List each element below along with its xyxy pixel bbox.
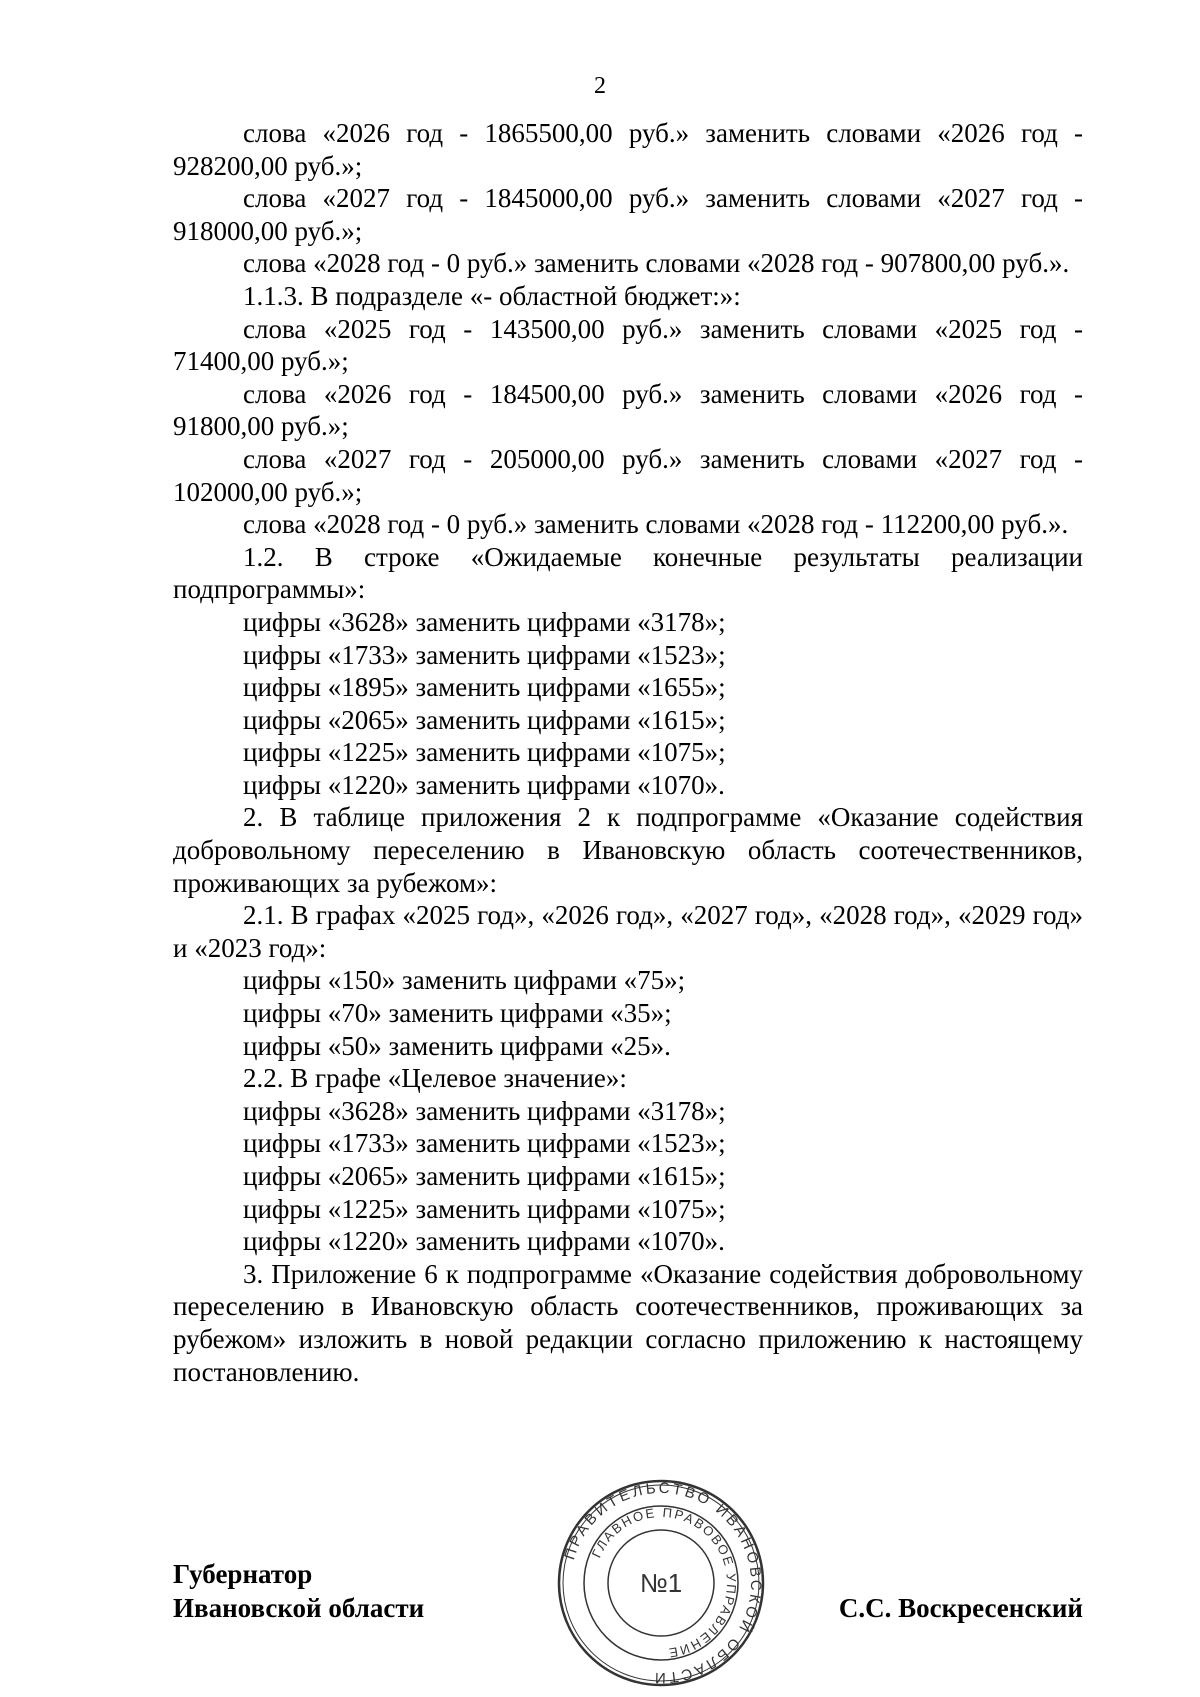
list-item: цифры «3628» заменить цифрами «3178»;: [243, 606, 726, 637]
paragraph: 1.1.3. В подразделе «- областной бюджет:»:: [243, 280, 741, 311]
list-item: цифры «1220» заменить цифрами «1070».: [243, 1226, 725, 1257]
list-item: цифры «1225» заменить цифрами «1075»;: [243, 737, 726, 768]
list-item: цифры «1220» заменить цифрами «1070».: [243, 769, 725, 800]
stamp-outer-text: ПРАВИТЕЛЬСТВО ИВАНОВСКОЙ ОБЛАСТИ: [561, 1479, 765, 1687]
paragraph: 2.1. В графах «2025 год», «2026 год», «2027 год», «2028 год», «2029 год» и «2023 год»:: [173, 900, 1083, 963]
signature-title-line2: Ивановской области: [173, 1593, 425, 1623]
signature-name: С.С. Воскресенский: [838, 1593, 1083, 1623]
paragraph: слова «2027 год - 205000,00 руб.» заменить словами «2027 год - 102000,00 руб.»;: [173, 443, 1083, 507]
list-item: цифры «1895» заменить цифрами «1655»;: [243, 672, 726, 703]
list-item: цифры «1733» заменить цифрами «1523»;: [243, 639, 726, 670]
stamp-number: №1: [639, 1568, 683, 1598]
list-item: цифры «50» заменить цифрами «25».: [243, 1030, 671, 1061]
list-item: цифры «150» заменить цифрами «75»;: [243, 965, 686, 996]
paragraph: слова «2028 год - 0 руб.» заменить словами «2028 год - 112200,00 руб.».: [243, 509, 1069, 540]
list-item: цифры «70» заменить цифрами «35»;: [243, 998, 672, 1029]
list-item: цифры «2065» заменить цифрами «1615»;: [243, 704, 726, 735]
paragraph: 1.2. В строке «Ожидаемые конечные результаты реализации подпрограммы»:: [173, 541, 1083, 605]
paragraph: слова «2026 год - 184500,00 руб.» заменить словами «2026 год - 91800,00 руб.»;: [173, 378, 1083, 442]
paragraph: слова «2026 год - 1865500,00 руб.» заменить словами «2026 год - 928200,00 руб.»;: [173, 118, 1083, 181]
paragraph: слова «2025 год - 143500,00 руб.» заменить словами «2025 год - 71400,00 руб.»;: [173, 313, 1083, 377]
list-item: цифры «2065» заменить цифрами «1615»;: [243, 1161, 726, 1191]
document-body: [173, 117, 1083, 1388]
official-stamp: [556, 1478, 766, 1688]
list-item: цифры «1733» заменить цифрами «1523»;: [243, 1128, 726, 1159]
page-number: 2: [594, 73, 606, 99]
stamp-inner-text: ГЛАВНОЕ ПРАВОВОЕ УПРАВЛЕНИЕ: [588, 1504, 740, 1661]
signature-title-line1: Губернатор: [173, 1559, 313, 1589]
list-item: цифры «1225» заменить цифрами «1075»;: [243, 1193, 726, 1224]
list-item: цифры «3628» заменить цифрами «3178»;: [243, 1095, 726, 1126]
paragraph: 2. В таблице приложения 2 к подпрограмме «Оказание содействия добровольному переселению в Ивановскую область соотечественников, проживающих за рубежом»:: [173, 802, 1083, 898]
paragraph: 3. Приложение 6 к подпрограмме «Оказание содействия добровольному переселению в Ивановскую область соотечественников, проживающих за рубежом» изложить в новой редакции согласно приложению к настоящему постановлению.: [173, 1258, 1083, 1387]
paragraph: слова «2028 год - 0 руб.» заменить словами «2028 год - 907800,00 руб.».: [243, 248, 1070, 279]
signature-title: [173, 1557, 424, 1625]
paragraph: слова «2027 год - 1845000,00 руб.» заменить словами «2027 год - 918000,00 руб.»;: [173, 183, 1083, 246]
paragraph: 2.2. В графе «Целевое значение»:: [243, 1063, 627, 1094]
